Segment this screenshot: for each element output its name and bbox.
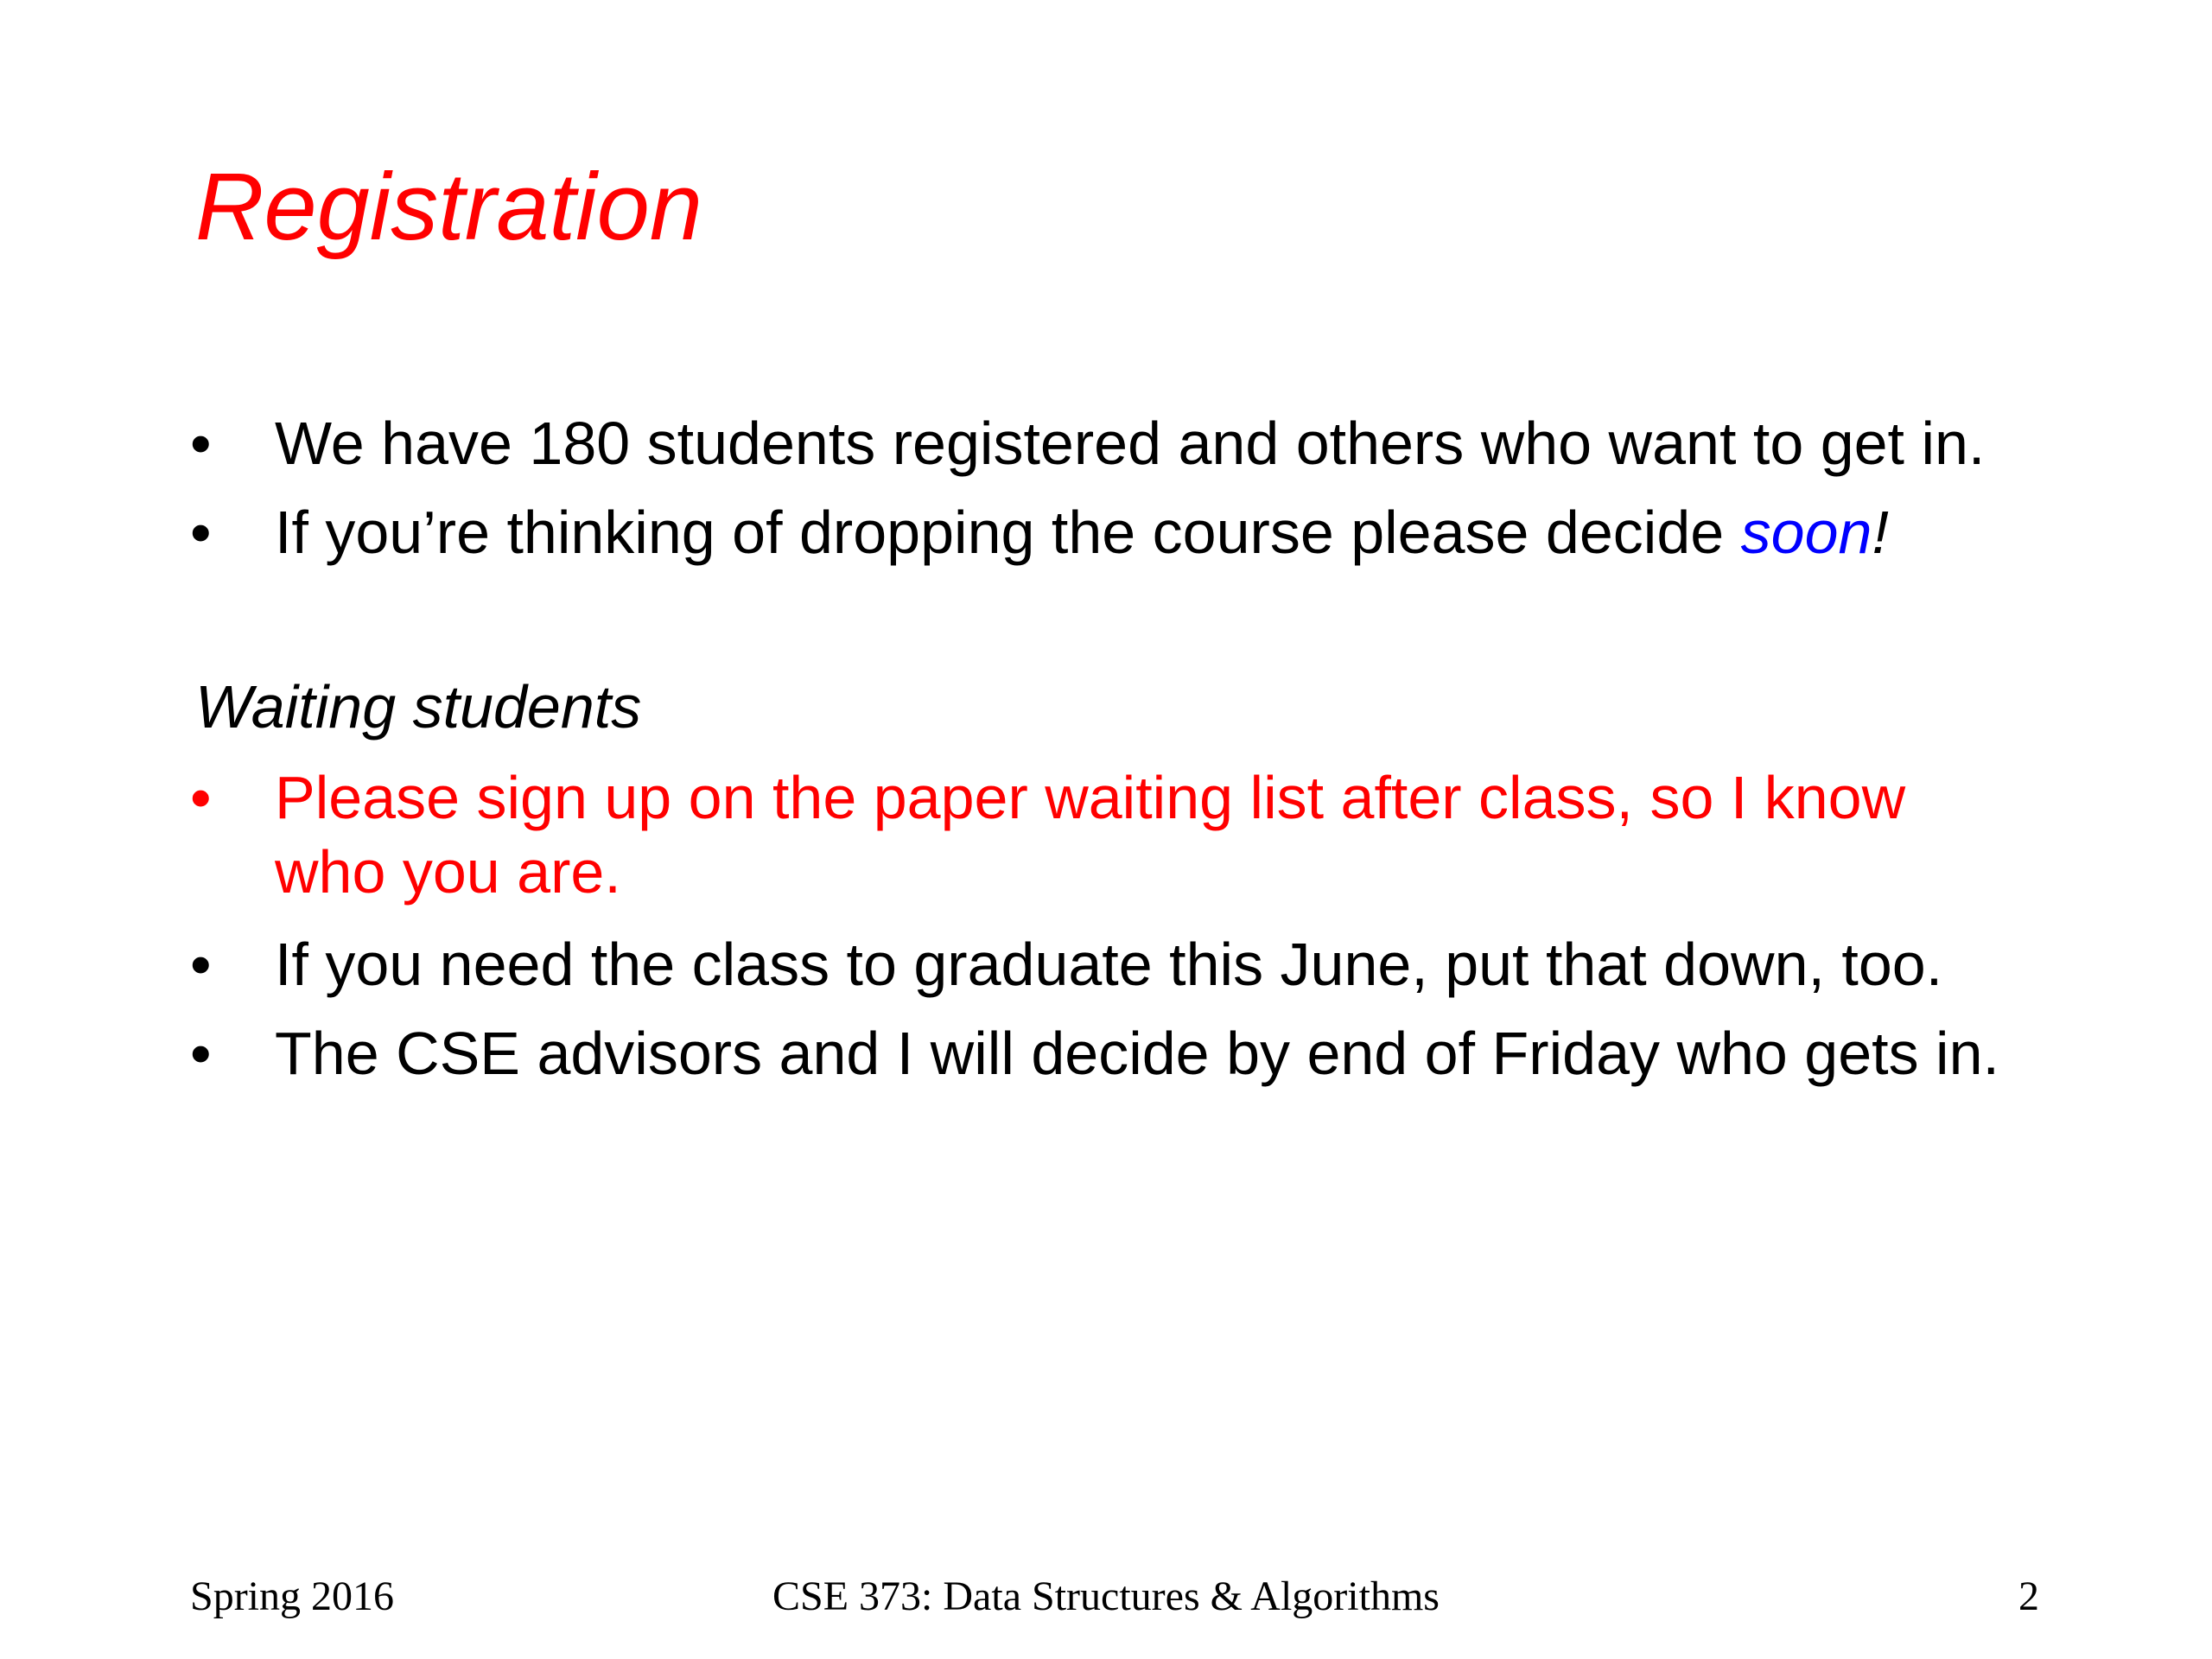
subheading-waiting-students: Waiting students — [195, 673, 642, 741]
bullet-text-after: ! — [1872, 499, 1889, 566]
bullet-marker: • — [190, 499, 212, 566]
bullet-text: The CSE advisors and I will decide by end of Friday who gets in. — [275, 1020, 1999, 1087]
bullet-marker: • — [190, 931, 212, 998]
footer-course: CSE 373: Data Structures & Algorithms — [772, 1573, 1440, 1619]
footer-page-number: 2 — [2018, 1573, 2039, 1619]
bullet-text: who you are. — [275, 838, 621, 906]
bullet-text — [275, 495, 2133, 569]
bullet-text: If you need the class to graduate this June, put that down, too. — [275, 931, 1943, 998]
bullet-marker: • — [190, 410, 212, 477]
bullet-text-before: If you’re thinking of dropping the course please decide — [275, 499, 1741, 566]
bullet-marker: • — [190, 1020, 212, 1087]
slide-title: Registration — [195, 154, 702, 260]
footer-term: Spring 2016 — [190, 1573, 395, 1619]
bullet-text: We have 180 students registered and others who want to get in. — [275, 410, 1986, 477]
bullet-marker: • — [190, 764, 212, 831]
bullet-text: Please sign up on the paper waiting list after class, so I know — [275, 764, 1906, 831]
emphasis-text: soon — [1740, 499, 1872, 566]
